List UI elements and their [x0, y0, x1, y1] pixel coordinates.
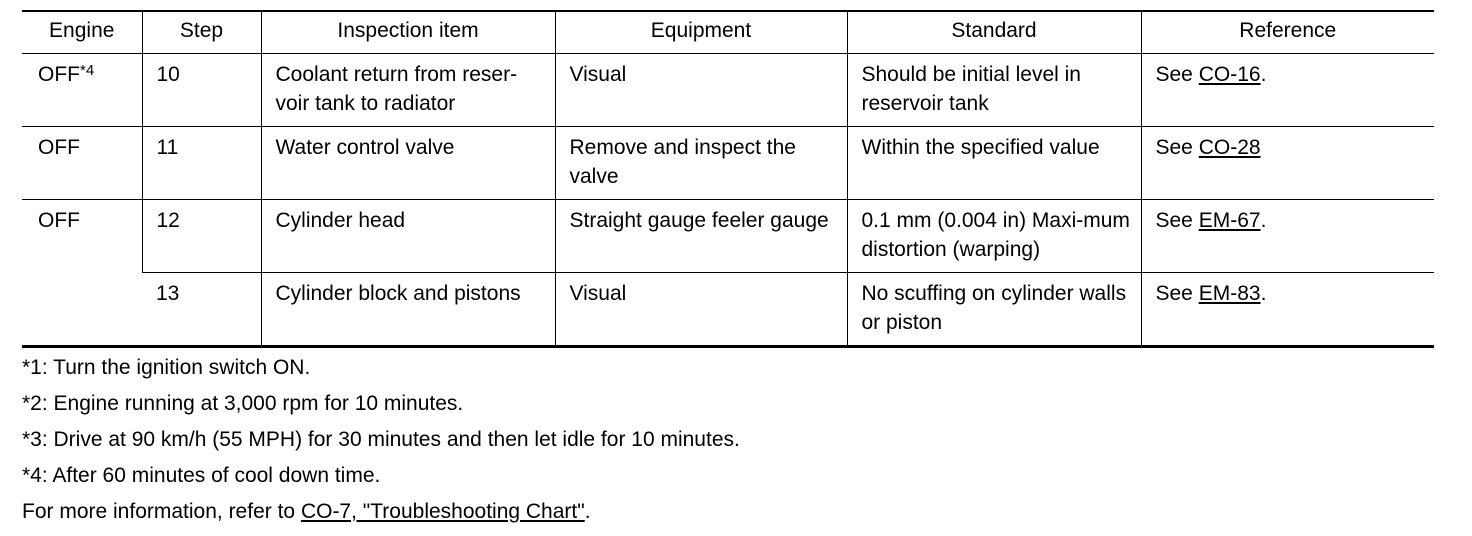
footnote-marker: *4 — [80, 62, 95, 79]
engine-cell: OFF — [22, 127, 142, 200]
equipment-cell: Straight gauge feeler gauge — [555, 200, 847, 273]
header-equipment: Equipment — [555, 11, 847, 54]
reference-suffix: . — [1260, 209, 1267, 232]
footnote: *4: After 60 minutes of cool down time. — [22, 464, 381, 487]
standard-cell: 0.1 mm (0.004 in) Maxi-mum distortion (warping) — [847, 200, 1141, 273]
engine-cell: OFF — [22, 200, 142, 347]
step-cell: 13 — [142, 273, 261, 347]
engine-cell — [22, 54, 142, 127]
reference-prefix: See — [1155, 282, 1199, 305]
standard-cell: Should be initial level in reservoir tank — [847, 54, 1141, 127]
reference-cell — [1141, 273, 1434, 347]
reference-link[interactable]: CO-16 — [1198, 63, 1261, 86]
step-cell: 10 — [142, 54, 261, 127]
inspection-item-cell: Cylinder head — [261, 200, 555, 273]
more-info-line — [22, 497, 1434, 526]
table-row — [22, 200, 1434, 273]
reference-cell — [1141, 127, 1434, 200]
inspection-item-cell: Water control valve — [261, 127, 555, 200]
table-row — [22, 273, 1434, 347]
step-cell: 12 — [142, 200, 261, 273]
header-standard: Standard — [847, 11, 1141, 54]
footnotes — [22, 353, 1434, 526]
footnote: *1: Turn the ignition switch ON. — [22, 356, 311, 379]
reference-prefix: See — [1155, 63, 1199, 86]
header-step: Step — [142, 11, 261, 54]
table-row — [22, 127, 1434, 200]
engine-state: OFF — [38, 63, 80, 86]
standard-cell: Within the specified value — [847, 127, 1141, 200]
reference-prefix: See — [1155, 136, 1199, 159]
inspection-table — [22, 10, 1434, 348]
reference-suffix: . — [1260, 282, 1267, 305]
reference-link[interactable]: EM-67 — [1198, 209, 1261, 232]
reference-link[interactable]: CO-28 — [1198, 136, 1261, 159]
header-inspection-item: Inspection item — [261, 11, 555, 54]
more-info-suffix: . — [584, 500, 591, 523]
header-reference: Reference — [1141, 11, 1434, 54]
troubleshooting-chart-link[interactable]: CO-7, "Troubleshooting Chart" — [300, 500, 585, 523]
equipment-cell: Visual — [555, 273, 847, 347]
reference-link[interactable]: EM-83 — [1198, 282, 1261, 305]
more-info-prefix: For more information, refer to — [22, 500, 301, 523]
inspection-item-cell: Cylinder block and pistons — [261, 273, 555, 347]
reference-cell — [1141, 54, 1434, 127]
inspection-item-cell: Coolant return from reser-voir tank to radiator — [261, 54, 555, 127]
equipment-cell: Visual — [555, 54, 847, 127]
equipment-cell: Remove and inspect the valve — [555, 127, 847, 200]
table-header-row — [22, 11, 1434, 54]
reference-suffix: . — [1260, 63, 1267, 86]
reference-cell — [1141, 200, 1434, 273]
table-row — [22, 54, 1434, 127]
header-engine: Engine — [22, 11, 142, 54]
inspection-document — [22, 10, 1434, 533]
standard-cell: No scuffing on cylinder walls or piston — [847, 273, 1141, 347]
footnote: *2: Engine running at 3,000 rpm for 10 minutes. — [22, 392, 464, 415]
step-cell: 11 — [142, 127, 261, 200]
footnote: *3: Drive at 90 km/h (55 MPH) for 30 minutes and then let idle for 10 minutes. — [22, 428, 740, 451]
reference-prefix: See — [1155, 209, 1199, 232]
